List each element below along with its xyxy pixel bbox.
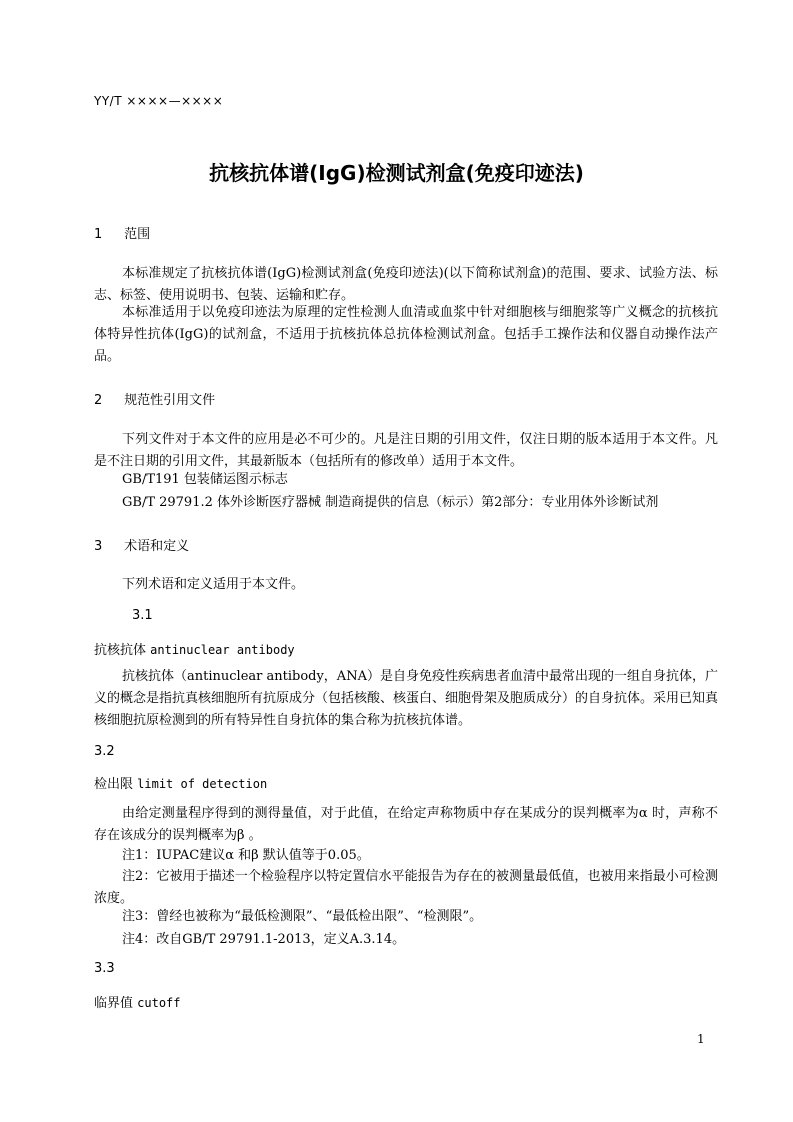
term-3-1-number: 3.1: [132, 608, 153, 623]
term-3-2-definition: 由给定测量程序得到的测得量值，对于此值，在给定声称物质中存在某成分的误判概率为α 时，声称不存在该成分的误判概率为β 。: [94, 806, 718, 843]
term-3-3-english: cutoff: [137, 996, 181, 1010]
term-3-1-chinese: 抗核抗体: [94, 643, 147, 658]
term-3-2-chinese: 检出限: [94, 777, 134, 792]
term-3-3-chinese: 临界值: [94, 996, 134, 1011]
term-3-1-heading: [94, 639, 295, 658]
term-3-2-note-3: 注3：曾经也被称为“最低检测限”、“最低检出限”、“检测限”。: [122, 909, 483, 924]
term-3-3-heading: [94, 992, 181, 1011]
document-title: 抗核抗体谱(IgG)检测试剂盒(免疫印迹法): [209, 161, 584, 185]
term-3-1-definition: 抗核抗体（antinuclear antibody，ANA）是自身免疫性疾病患者血清中最常出现的一组自身抗体，广义的概念是指抗真核细胞所有抗原成分（包括核酸、核蛋白、细胞骨架及胞质成分）的自身抗体。采用已知真核细胞抗原检测到的所有特异性自身抗体的集合称为抗核抗体谱。: [94, 669, 719, 728]
term-3-2-note-1: 注1：IUPAC建议α 和β 默认值等于0.05。: [122, 848, 370, 863]
section-3-paragraph-1: 下列术语和定义适用于本文件。: [122, 577, 305, 592]
section-1-heading: [94, 223, 150, 242]
term-3-2-number: 3.2: [94, 744, 115, 759]
section-1-paragraph-1: 本标准规定了抗核抗体谱(IgG)检测试剂盒(免疫印迹法)(以下简称试剂盒)的范围、要求、试验方法、标志、标签、使用说明书、包装、运输和贮存。: [94, 266, 718, 303]
term-3-2-note-2: 注2：它被用于描述一个检验程序以特定置信水平能报告为存在的被测量最低值，也被用来指最小可检测浓度。: [94, 869, 718, 906]
section-2-heading: [94, 389, 215, 408]
section-1-number: 1: [94, 227, 103, 242]
section-2-number: 2: [94, 393, 103, 408]
term-3-2-english: limit of detection: [137, 777, 268, 791]
section-3-number: 3: [94, 539, 103, 554]
reference-gbt191: GB/T191 包装储运图示标志: [122, 472, 288, 487]
section-3-heading: [94, 535, 189, 554]
term-3-1-english: antinuclear antibody: [150, 643, 295, 657]
page-number: 1: [697, 1032, 705, 1046]
term-3-2-heading: [94, 773, 267, 792]
section-1-paragraph-2: 本标准适用于以免疫印迹法为原理的定性检测人血清或血浆中针对细胞核与细胞浆等广义概念的抗核抗体特异性抗体(IgG)的试剂盒，不适用于抗核抗体总抗体检测试剂盒。包括手工操作法和仪器自动操作法产品。: [94, 305, 718, 364]
section-2-title: 规范性引用文件: [124, 393, 216, 408]
term-3-2-note-4: 注4：改自GB/T 29791.1-2013，定义A.3.14。: [122, 932, 406, 947]
section-2-paragraph-1: 下列文件对于本文件的应用是必不可少的。凡是注日期的引用文件，仅注日期的版本适用于本文件。凡是不注日期的引用文件，其最新版本（包括所有的修改单）适用于本文件。: [94, 432, 718, 469]
standard-code-header: YY/T ××××—××××: [94, 94, 224, 108]
term-3-3-number: 3.3: [94, 961, 115, 976]
reference-gbt29791-2: GB/T 29791.2 体外诊断医疗器械 制造商提供的信息（标示）第2部分：专业用体外诊断试剂: [122, 495, 659, 510]
section-3-title: 术语和定义: [124, 539, 190, 554]
section-1-title: 范围: [124, 227, 151, 242]
